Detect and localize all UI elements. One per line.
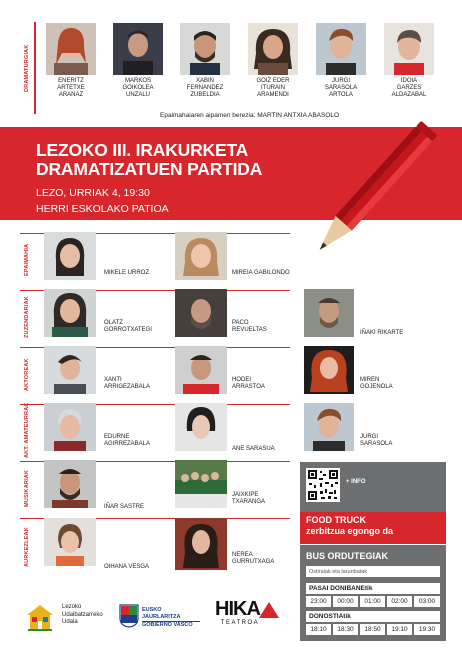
person-name: PACO REVUELTAS xyxy=(232,320,267,334)
person-name: MIREN GOJENOLA xyxy=(360,377,393,391)
person-name: EDURNE AGIRREZABALA xyxy=(104,434,151,448)
playwright-name: XABIN FERNANDEZ ZUBELDIA xyxy=(186,78,224,99)
person-name: HODEI ARRASTOA xyxy=(232,377,265,391)
person-photo xyxy=(44,403,96,451)
person-photo xyxy=(304,346,354,394)
pencil-icon xyxy=(284,112,460,272)
playwright-name: MARKOS GOIKOLEA UNZALU xyxy=(122,78,154,99)
section-label-aktoreak: AKTOREAK xyxy=(24,358,30,392)
more-info-label[interactable]: + INFO xyxy=(346,479,366,485)
qr-code-icon[interactable] xyxy=(306,468,340,502)
person-name: OLATZ GORROTXATEGI xyxy=(104,320,152,334)
hika-logo: HIKA TEATROA xyxy=(215,598,285,634)
lezo-logo-icon xyxy=(24,601,56,633)
bus-route-label: DONOSTIAtik xyxy=(306,611,440,622)
bus-time: 18:30 xyxy=(333,624,358,635)
section-label-zuzendariak: ZUZENDARIAK xyxy=(24,296,30,338)
section-label-akt-amateurrak: AKT. AMATEURRAK xyxy=(24,402,30,458)
person-photo xyxy=(175,460,227,508)
playwright-name: GOIZ EDER ITURAIN ARAMENDI xyxy=(256,78,290,99)
gobierno-vasco-shield-icon xyxy=(119,604,139,628)
person-name: ANE SARASUA xyxy=(232,446,275,452)
person-name: IÑAKI RIKARTE xyxy=(360,330,404,336)
bus-time: 03:00 xyxy=(414,596,440,607)
dramaturgiak-bar xyxy=(34,22,36,114)
playwright-name: ENERITZ ARTETXE ARANAZ xyxy=(57,78,85,99)
event-venue: HERRI ESKOLAKO PATIOA xyxy=(36,203,169,215)
playwright-photo xyxy=(316,23,366,75)
food-truck-subtitle: zerbitzua egongo da xyxy=(306,526,394,536)
section-label-aurkezleak: AURKEZLEAK xyxy=(24,527,30,567)
playwright-name: IDOIA GARZES ALDAZABAL xyxy=(391,78,427,99)
person-photo xyxy=(175,518,227,570)
person-photo xyxy=(44,460,96,508)
bus-subtitle: Ostiralak eta larunbatak xyxy=(306,566,440,577)
person-photo xyxy=(44,289,96,337)
person-name: NEREA GURRUTXAGA xyxy=(232,552,275,566)
person-photo xyxy=(175,232,227,280)
person-name: XANTI ARRIGEZABALA xyxy=(104,377,151,391)
playwright-photo xyxy=(180,23,230,75)
bus-route-label: PASAI DONIBANEtik xyxy=(306,583,440,594)
person-photo xyxy=(175,403,227,451)
bus-time: 02:00 xyxy=(387,596,412,607)
bus-title: BUS ORDUTEGIAK xyxy=(306,551,389,561)
person-name: JURGI SARASOLA xyxy=(360,434,393,448)
bus-time: 18:10 xyxy=(306,624,331,635)
jury-note: Epaimahaiaren aipamen berezia: MARTIN ANTXIA ABASOLO xyxy=(160,112,340,119)
bus-time: 01:00 xyxy=(360,596,385,607)
person-photo xyxy=(44,518,96,566)
person-photo xyxy=(44,346,96,394)
dramaturgiak-label: DRAMATURGIAK xyxy=(24,44,30,92)
food-truck-title: FOOD TRUCK xyxy=(306,515,366,525)
person-name: MIKELE URROZ xyxy=(104,270,150,276)
person-name: IÑAR SASTRE xyxy=(104,504,145,510)
playwright-photo xyxy=(113,23,163,75)
person-photo xyxy=(44,232,96,280)
event-title: LEZOKO III. IRAKURKETA DRAMATIZATUEN PARTIDA xyxy=(36,140,263,179)
playwright-name: JURGI SARASOLA ARTOLA xyxy=(324,78,358,99)
playwright-photo xyxy=(384,23,434,75)
event-date: LEZO, URRIAK 4, 19:30 xyxy=(36,187,150,199)
person-photo xyxy=(304,403,354,451)
section-label-musikariak: MUSIKARIAK xyxy=(24,469,30,507)
person-photo xyxy=(175,289,227,337)
bus-time: 19:30 xyxy=(414,624,440,635)
gobierno-vasco-text: EUSKO JAURLARITZA GOBIERNO VASCO xyxy=(142,607,200,629)
bus-time: 23:00 xyxy=(306,596,331,607)
section-label-epaimahia: EPAIMAHIA xyxy=(24,243,30,277)
hika-triangle-icon xyxy=(259,600,279,620)
person-photo xyxy=(175,346,227,394)
person-name: OIHANA VESGA xyxy=(104,564,150,570)
bus-time: 18:50 xyxy=(360,624,385,635)
bus-time: 19:10 xyxy=(387,624,412,635)
bus-time: 00:00 xyxy=(333,596,358,607)
lezo-logo-text: Lezoko Udalbatzarreko Udala xyxy=(62,604,103,625)
playwright-photo xyxy=(46,23,96,75)
person-name: JAIXKIPE TXARANGA xyxy=(232,492,266,506)
person-photo xyxy=(304,289,354,337)
person-name: MIREIA GABILONDO xyxy=(232,270,290,276)
playwright-photo xyxy=(248,23,298,75)
